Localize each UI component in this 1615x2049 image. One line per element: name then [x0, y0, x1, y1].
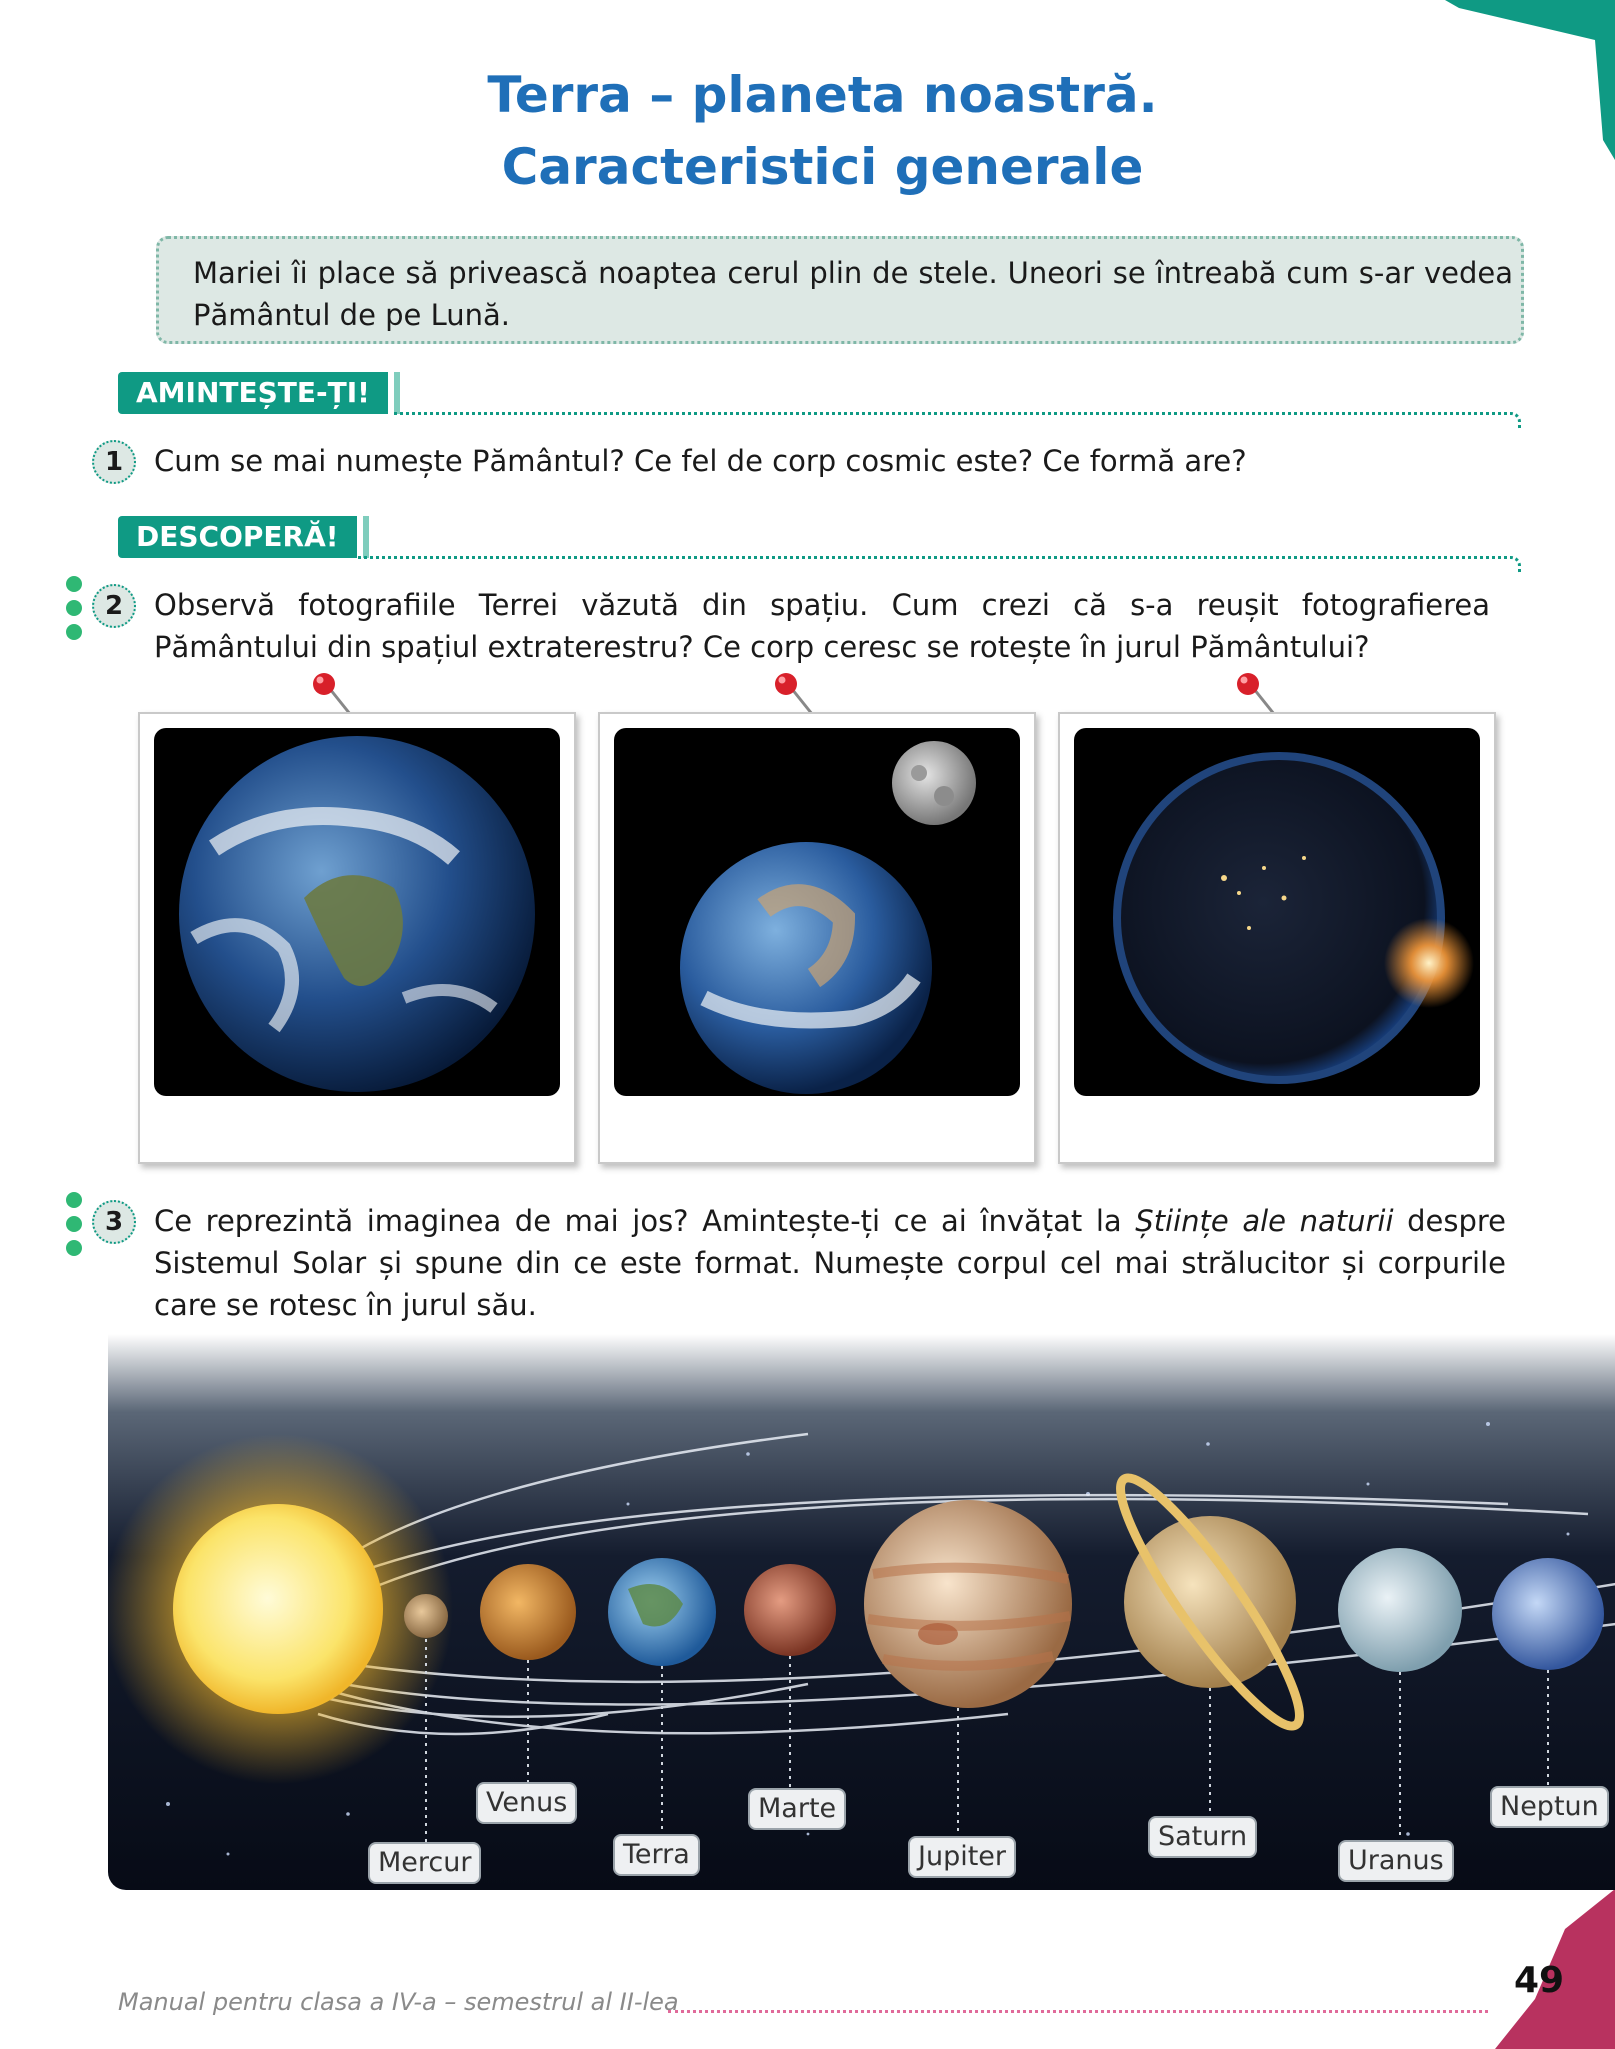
earth-and-moon-photo [614, 728, 1020, 1096]
planet-label-uranus: Uranus [1338, 1840, 1454, 1882]
photo-frame-earth-1 [138, 712, 576, 1164]
question-number-1: 1 [92, 440, 136, 484]
planet-label-saturn: Saturn [1148, 1816, 1257, 1858]
planet-label-neptune: Neptun [1490, 1786, 1609, 1828]
earth-photo [154, 728, 560, 1096]
question-2-text: Observă fotografiile Terrei văzută din spațiu. Cum crezi că s-a reușit fotografierea Pământului din spațiul extraterestru? Ce corp ceresc se rotește în jurul Pământului? [154, 588, 1490, 664]
solar-system-picture [108, 1334, 1615, 1890]
solar-system-illustration [108, 1334, 1615, 1890]
planet-label-earth: Terra [613, 1834, 700, 1876]
planet-label-mars: Marte [748, 1788, 846, 1830]
earth-night-photo [1074, 728, 1480, 1096]
question-number-2: 2 [92, 584, 136, 628]
question-1-text: Cum se mai numește Pământul? Ce fel de corp cosmic este? Ce formă are? [154, 444, 1247, 478]
page-title-line1: Terra – planeta noastră. [487, 66, 1158, 124]
question-3-text: Ce reprezintă imaginea de mai jos? Amintește-ți ce ai învățat la Științe ale naturii despre Sistemul Solar și spune din ce este format. Numește corpul cel mai strălucitor și corpurile care se rotesc în jurul său. [154, 1204, 1506, 1322]
planet-label-mercury: Mercur [368, 1842, 481, 1884]
page-title-line2: Caracteristici generale [501, 138, 1144, 196]
planet-label-venus: Venus [476, 1782, 577, 1824]
question-number-3: 3 [92, 1200, 136, 1244]
activity-dots-3 [66, 1192, 82, 1264]
section-badge-remember: AMINTEȘTE-ȚI! [118, 372, 388, 414]
section-rule-remember [394, 412, 1521, 429]
footer-rule [668, 2010, 1488, 2013]
planet-label-jupiter: Jupiter [908, 1836, 1016, 1878]
footer-text: Manual pentru clasa a IV-a – semestrul al II-lea [118, 1988, 679, 2016]
section-badge-discover: DESCOPERĂ! [118, 516, 357, 558]
activity-dots-2 [66, 576, 82, 648]
page-number: 49 [1514, 1960, 1565, 2001]
photo-frame-earth-night [1058, 712, 1496, 1164]
intro-box: Mariei îi place să privească noaptea cerul plin de stele. Uneori se întreabă cum s-ar vedea Pământul de pe Lună. [156, 236, 1524, 344]
photo-frame-earth-moon [598, 712, 1036, 1164]
section-rule-discover [358, 556, 1521, 573]
